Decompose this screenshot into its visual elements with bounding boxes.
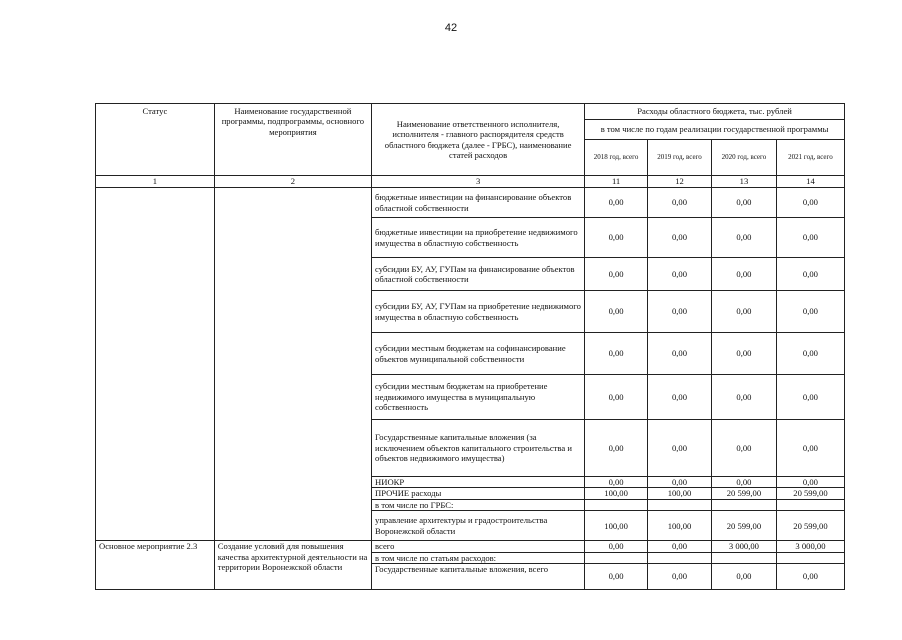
page-number: 42 (444, 22, 458, 34)
value-2018: 0,00 (585, 375, 648, 420)
value-2019 (648, 552, 712, 563)
expense-item: бюджетные инвестиции на финансирование объектов областной собственности (372, 188, 585, 218)
expense-item: субсидии БУ, АУ, ГУПам на финансирование объектов областной собственности (372, 258, 585, 291)
value-2020 (711, 552, 776, 563)
name-cell-empty (214, 188, 371, 541)
expense-item: Государственные капитальные вложения (за исключением объектов капитального строительства и объектов недвижимого имущества) (372, 420, 585, 477)
column-number: 3 (372, 176, 585, 188)
expense-item: субсидии БУ, АУ, ГУПам на приобретение недвижимого имущества в областную собственность (372, 291, 585, 333)
header-expenses: Расходы областного бюджета, тыс. рублей (585, 104, 845, 120)
column-number: 14 (776, 176, 844, 188)
value-2021: 0,00 (776, 477, 844, 488)
value-2020: 0,00 (711, 564, 776, 590)
expense-item: управление архитектуры и градостроительства Воронежской области (372, 511, 585, 541)
value-2019: 0,00 (648, 188, 712, 218)
value-2021: 0,00 (776, 291, 844, 333)
value-2018: 0,00 (585, 188, 648, 218)
header-year-2020: 2020 год, всего (711, 140, 776, 176)
value-2021: 20 599,00 (776, 488, 844, 499)
value-2018: 100,00 (585, 511, 648, 541)
header-program-name: Наименование государственной программы, подпрограммы, основного мероприятия (214, 104, 371, 176)
expense-item: субсидии местным бюджетам на софинансирование объектов муниципальной собственности (372, 333, 585, 375)
value-2019: 0,00 (648, 333, 712, 375)
value-2021: 0,00 (776, 333, 844, 375)
value-2019: 0,00 (648, 291, 712, 333)
value-2020: 0,00 (711, 333, 776, 375)
value-2021 (776, 499, 844, 510)
value-2018: 0,00 (585, 291, 648, 333)
value-2019: 0,00 (648, 477, 712, 488)
value-2019: 0,00 (648, 541, 712, 552)
value-2019 (648, 499, 712, 510)
header-status: Статус (96, 104, 215, 176)
value-2018 (585, 552, 648, 563)
value-2021 (776, 552, 844, 563)
expense-item: в том числе по ГРБС: (372, 499, 585, 510)
column-number: 12 (648, 176, 712, 188)
header-by-years: в том числе по годам реализации государственной программы (585, 120, 845, 140)
value-2020: 20 599,00 (711, 511, 776, 541)
value-2018: 0,00 (585, 258, 648, 291)
value-2018: 0,00 (585, 333, 648, 375)
value-2020 (711, 499, 776, 510)
value-2020: 0,00 (711, 291, 776, 333)
measure-status: Основное мероприятие 2.3 (96, 541, 215, 590)
value-2021: 0,00 (776, 375, 844, 420)
value-2020: 20 599,00 (711, 488, 776, 499)
value-2019: 0,00 (648, 420, 712, 477)
table-row (96, 541, 845, 552)
value-2020: 0,00 (711, 218, 776, 258)
header-row (96, 104, 845, 120)
value-2020: 0,00 (711, 375, 776, 420)
value-2018: 0,00 (585, 218, 648, 258)
expense-item: бюджетные инвестиции на приобретение недвижимого имущества в областную собственность (372, 218, 585, 258)
expense-item: НИОКР (372, 477, 585, 488)
value-2020: 0,00 (711, 258, 776, 291)
header-year-2018: 2018 год, всего (585, 140, 648, 176)
header-executor: Наименование ответственного исполнителя, исполнителя - главного распорядителя средств областного бюджета (далее - ГРБС), наименование статей расходов (372, 104, 585, 176)
value-2021: 3 000,00 (776, 541, 844, 552)
table-row (96, 188, 845, 218)
value-2019: 0,00 (648, 375, 712, 420)
header-year-2021: 2021 год, всего (776, 140, 844, 176)
value-2018: 0,00 (585, 477, 648, 488)
value-2019: 100,00 (648, 511, 712, 541)
value-2021: 0,00 (776, 258, 844, 291)
value-2018 (585, 499, 648, 510)
value-2021: 0,00 (776, 218, 844, 258)
expense-item: ПРОЧИЕ расходы (372, 488, 585, 499)
column-number: 1 (96, 176, 215, 188)
value-2021: 0,00 (776, 420, 844, 477)
expense-item: всего (372, 541, 585, 552)
expense-item: субсидии местным бюджетам на приобретение недвижимого имущества в муниципальную собственность (372, 375, 585, 420)
value-2019: 0,00 (648, 564, 712, 590)
column-number-row (96, 176, 845, 188)
status-cell-empty (96, 188, 215, 541)
value-2021: 0,00 (776, 188, 844, 218)
value-2020: 3 000,00 (711, 541, 776, 552)
value-2020: 0,00 (711, 477, 776, 488)
value-2019: 0,00 (648, 218, 712, 258)
column-number: 2 (214, 176, 371, 188)
column-number: 11 (585, 176, 648, 188)
value-2019: 0,00 (648, 258, 712, 291)
header-year-2019: 2019 год, всего (648, 140, 712, 176)
value-2018: 0,00 (585, 564, 648, 590)
value-2021: 0,00 (776, 564, 844, 590)
value-2020: 0,00 (711, 188, 776, 218)
value-2021: 20 599,00 (776, 511, 844, 541)
value-2018: 0,00 (585, 541, 648, 552)
budget-table (95, 103, 845, 590)
expense-item: в том числе по статьям расходов: (372, 552, 585, 563)
value-2018: 100,00 (585, 488, 648, 499)
value-2019: 100,00 (648, 488, 712, 499)
measure-name: Создание условий для повышения качества архитектурной деятельности на территории Воронежской области (214, 541, 371, 590)
expense-item: Государственные капитальные вложения, всего (372, 564, 585, 590)
column-number: 13 (711, 176, 776, 188)
value-2020: 0,00 (711, 420, 776, 477)
value-2018: 0,00 (585, 420, 648, 477)
